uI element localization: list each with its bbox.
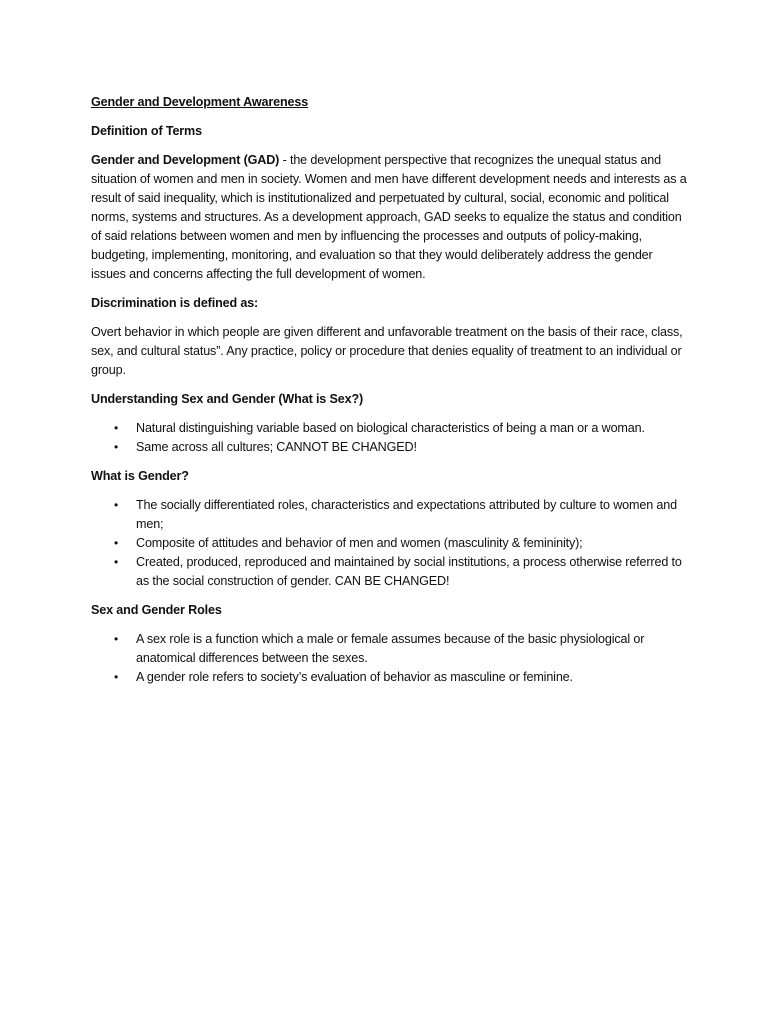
list-item: [114, 534, 688, 553]
list-item-text: Natural distinguishing variable based on biological characteristics of being a man or a woman.: [136, 421, 645, 435]
list-item: [114, 419, 688, 438]
list-item-text: The socially differentiated roles, characteristics and expectations attributed by culture to women and men;: [136, 498, 677, 531]
bullet-icon: •: [114, 536, 119, 550]
bullet-icon: •: [114, 498, 119, 512]
list-item-text: A sex role is a function which a male or female assumes because of the basic physiological or anatomical differences between the sexes.: [136, 632, 645, 665]
gender-heading: What is Gender?: [91, 469, 189, 483]
list-item: [114, 496, 688, 534]
roles-heading: Sex and Gender Roles: [91, 603, 222, 617]
bullet-icon: •: [114, 440, 119, 454]
list-item-text: Composite of attitudes and behavior of men and women (masculinity & femininity);: [136, 536, 583, 550]
list-item-text: Same across all cultures; CANNOT BE CHANGED!: [136, 440, 417, 454]
bullet-icon: •: [114, 670, 119, 684]
sex-heading: Understanding Sex and Gender (What is Sex?): [91, 392, 364, 406]
bullet-icon: •: [114, 632, 119, 646]
list-item: [114, 630, 688, 668]
list-item: [114, 668, 688, 687]
roles-bullet-list: [91, 630, 688, 687]
list-item-text: A gender role refers to society’s evaluation of behavior as masculine or feminine.: [136, 670, 573, 684]
gad-term: Gender and Development (GAD): [91, 153, 280, 167]
document-title: Gender and Development Awareness: [91, 95, 309, 109]
list-item: [114, 553, 688, 591]
list-item-text: Created, produced, reproduced and maintained by social institutions, a process otherwise referred to as the social construction of gender. CAN BE CHANGED!: [136, 555, 682, 588]
gender-bullet-list: [91, 496, 688, 591]
gad-paragraph: [91, 151, 688, 284]
list-item: [114, 438, 688, 457]
gad-text: - the development perspective that recognizes the unequal status and situation of women and men in society. Women and men have different development needs and interests as a result of said inequality, which is institutionalized and perpetuated by cultural, social, economic and political norms, systems and structures. As a development approach, GAD seeks to equalize the status and condition of said relations between women and men by influencing the processes and outputs of policy-making, budgeting, implementing, monitoring, and evaluation so that they would deliberately address the gender issues and concerns affecting the full development of women.: [91, 153, 687, 281]
definition-heading: Definition of Terms: [91, 124, 202, 138]
bullet-icon: •: [114, 421, 119, 435]
discrimination-heading: Discrimination is defined as:: [91, 296, 259, 310]
sex-bullet-list: [91, 419, 688, 457]
bullet-icon: •: [114, 555, 119, 569]
discrimination-paragraph: Overt behavior in which people are given different and unfavorable treatment on the basis of their race, class, sex, and cultural status”. Any practice, policy or procedure that denies equality of treatment to an individual or group.: [91, 325, 683, 377]
